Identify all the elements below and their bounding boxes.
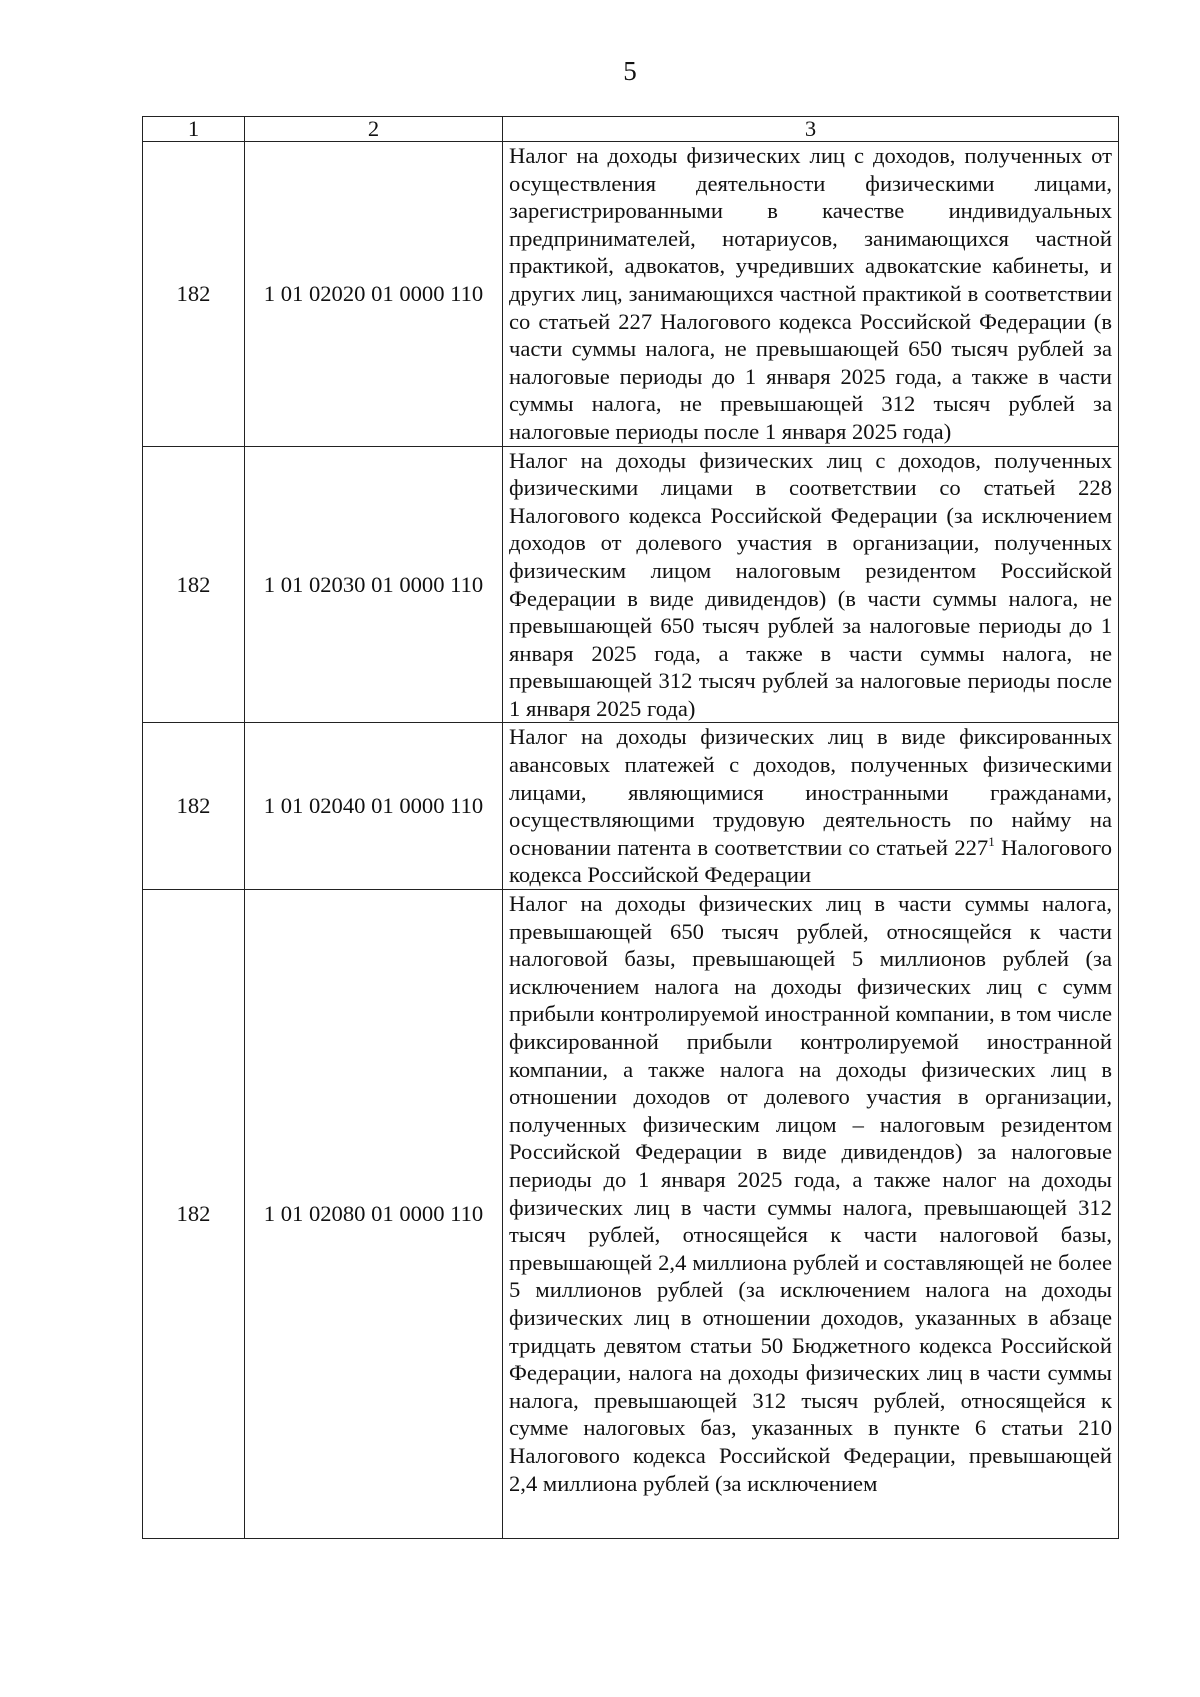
admin-code-cell: 182 (143, 142, 245, 447)
description-text-part: Налог на доходы физических лиц в виде фиксированных авансовых платежей с доходов, полученных физическими лицами, являющимися иностранными гражданами, осуществляющими трудовую деятельность по найму на основании патента в соответствии со статьей 227 (509, 724, 1112, 860)
superscript-index: 1 (988, 833, 995, 849)
table-row (143, 723, 1119, 890)
budget-classification-table (142, 116, 1119, 1539)
description-cell (503, 723, 1119, 890)
kbk-code-cell: 1 01 02040 01 0000 110 (245, 723, 503, 890)
table-row (143, 446, 1119, 723)
column-header-3: 3 (503, 117, 1119, 142)
description-text: Налог на доходы физических лиц в части суммы налога, превышающей 650 тысяч рублей, относящейся к части налоговой базы, превышающей 5 миллионов рублей (за исключением налога на доходы физических лиц с сумм прибыли контролируемой иностранной компании, в том числе фиксированной прибыли контролируемой иностранной компании, а также налога на доходы физических лиц в отношении доходов от долевого участия в организации, полученных физическим лицом – налоговым резидентом Российской Федерации в виде дивидендов) за налоговые периоды до 1 января 2025 года, а также налог на доходы физических лиц в части суммы налога, превышающей 312 тысяч рублей, относящейся к части налоговой базы, превышающей 2,4 миллиона рублей и составляющей не более 5 миллионов рублей (за исключением налога на доходы физических лиц в отношении доходов, указанных в абзаце тридцать девятом статьи 50 Бюджетного кодекса Российской Федерации, налога на доходы физических лиц в части суммы налога, превышающей 312 тысяч рублей, относящейся к сумме налоговых баз, указанных в пункте 6 статьи 210 Налогового кодекса Российской Федерации, превышающей 2,4 миллиона рублей (за исключением (509, 891, 1112, 1496)
table-row (143, 142, 1119, 447)
kbk-code-cell: 1 01 02030 01 0000 110 (245, 446, 503, 723)
admin-code-cell: 182 (143, 723, 245, 890)
column-header-1: 1 (143, 117, 245, 142)
description-cell: Налог на доходы физических лиц с доходов, полученных от осуществления деятельности физическими лицами, зарегистрированными в качестве индивидуальных предпринимателей, нотариусов, занимающихся частной практикой, адвокатов, учредивших адвокатские кабинеты, и других лиц, занимающихся частной практикой в соответствии со статьей 227 Налогового кодекса Российской Федерации (в части суммы налога, не превышающей 650 тысяч рублей за налоговые периоды до 1 января 2025 года, а также в части суммы налога, не превышающей 312 тысяч рублей за налоговые периоды после 1 января 2025 года) (503, 142, 1119, 447)
table-row (143, 890, 1119, 1539)
description-cell: Налог на доходы физических лиц с доходов, полученных физическими лицами в соответствии со статьей 228 Налогового кодекса Российской Федерации (за исключением доходов от долевого участия в организации, полученных физическим лицом налоговым резидентом Российской Федерации в виде дивидендов) (в части суммы налога, не превышающей 650 тысяч рублей за налоговые периоды до 1 января 2025 года, а также в части суммы налога, не превышающей 312 тысяч рублей за налоговые периоды после 1 января 2025 года) (503, 446, 1119, 723)
page-number: 5 (623, 56, 637, 86)
description-text-part: Налогового кодекса Российской Федерации (509, 834, 1112, 888)
admin-code-cell: 182 (143, 890, 245, 1539)
kbk-code-cell: 1 01 02080 01 0000 110 (245, 890, 503, 1539)
description-cell (503, 890, 1119, 1539)
table-header-row (143, 117, 1119, 142)
kbk-code-cell: 1 01 02020 01 0000 110 (245, 142, 503, 447)
column-header-2: 2 (245, 117, 503, 142)
admin-code-cell: 182 (143, 446, 245, 723)
description-text (509, 723, 1112, 889)
